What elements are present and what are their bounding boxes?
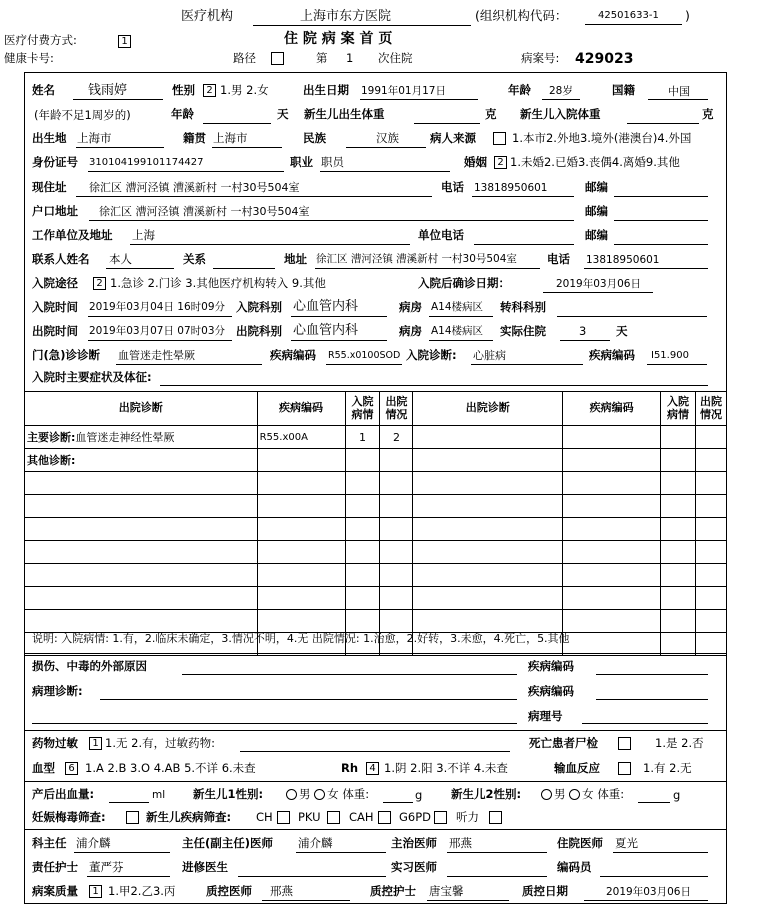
newborn-admit-weight-label: 新生儿入院体重: [520, 107, 601, 121]
transfusion-checkbox[interactable]: [618, 762, 631, 775]
contact-phone: 13818950601: [586, 254, 660, 266]
cell: [380, 518, 413, 541]
contact-address: 徐汇区 漕河泾镇 漕溪新村 一村30号504室: [316, 253, 517, 265]
er-code: R55.x0100SOD: [328, 350, 401, 361]
table-row: [25, 564, 727, 587]
cell: [563, 426, 661, 449]
cell: [345, 449, 380, 472]
nb1-label: 新生儿1性别:: [193, 787, 264, 801]
stay-days: 3: [579, 324, 587, 338]
diagnosis-table: [24, 391, 727, 656]
visit-prefix: 第: [316, 51, 328, 65]
allergy-options: 1.无 2.有，过敏药物:: [105, 736, 215, 750]
col-header: 出院诊断: [25, 392, 258, 426]
visit-suffix: 次住院: [378, 51, 413, 65]
cell: [695, 449, 726, 472]
cell: [661, 426, 696, 449]
discharge-dept: 心血管内科: [293, 323, 359, 338]
main-code: R55.x00A: [257, 426, 345, 449]
job-label: 职业: [290, 155, 313, 169]
bleed-label: 产后出血量:: [32, 787, 95, 801]
attending: 邢燕: [449, 836, 472, 850]
address-label: 现住址: [32, 180, 67, 194]
qc-nurse-label: 质控护士: [370, 884, 416, 898]
main-diag-label: 主要诊断:: [27, 431, 76, 444]
cell: [695, 518, 726, 541]
org-code-close: ): [685, 8, 690, 23]
er-code-label: 疾病编码: [270, 348, 316, 362]
director-label: 科主任: [32, 836, 67, 850]
cell: [345, 518, 380, 541]
current-address: 徐汇区 漕河泾镇 漕溪新村 一村30号504室: [89, 181, 300, 194]
ward-label-2: 病房: [399, 324, 422, 338]
transfusion-label: 输血反应: [554, 761, 600, 775]
cell: [563, 587, 661, 610]
chief-label: 主任(副主任)医师: [182, 836, 274, 850]
col-header: 入院病情: [345, 392, 380, 426]
admit-dept-label: 入院科别: [236, 300, 282, 314]
allergy-label: 药物过敏: [32, 736, 78, 750]
cell: [413, 610, 563, 633]
stay-unit: 天: [616, 324, 628, 338]
cell: [695, 495, 726, 518]
cell: [413, 541, 563, 564]
ward-label: 病房: [399, 300, 422, 314]
admit-code-label: 疾病编码: [589, 348, 635, 362]
day-unit: 天: [277, 107, 289, 121]
path-checkbox[interactable]: [271, 52, 284, 65]
hospital-name: 上海市东方医院: [300, 9, 392, 24]
quality-code[interactable]: 1: [89, 885, 102, 898]
id-label: 身份证号: [32, 155, 78, 169]
discharge-ward: A14楼病区: [431, 325, 484, 337]
cell: [661, 564, 696, 587]
weight-label: 体重:: [597, 787, 625, 801]
autopsy-label: 死亡患者尸检: [529, 736, 598, 750]
transfusion-options: 1.有 2.无: [643, 761, 692, 775]
source-options: 1.本市2.外地3.境外(港澳台)4.外国: [512, 131, 692, 145]
injury-label: 损伤、中毒的外部原因: [32, 659, 147, 673]
screen-cah-checkbox[interactable]: [378, 811, 391, 824]
record-no-label: 病案号:: [521, 51, 560, 65]
cell: [380, 541, 413, 564]
cell: [661, 495, 696, 518]
cell: [695, 610, 726, 633]
birthplace: 上海市: [77, 131, 112, 145]
cell: [380, 449, 413, 472]
cell: [695, 541, 726, 564]
admit-dept: 心血管内科: [293, 299, 359, 314]
org-code-label: (组织机构代码：: [475, 8, 568, 23]
contact-phone-label: 电话: [547, 252, 570, 266]
ethnicity: 汉族: [376, 131, 399, 145]
admit-ward: A14楼病区: [431, 301, 484, 313]
hukou-address: 徐汇区 漕河泾镇 漕溪新村 一村30号504室: [99, 205, 310, 218]
confirm-date: 2019年03月06日: [556, 278, 641, 290]
transfer-label: 转科科别: [500, 300, 546, 314]
path-code-label: 疾病编码: [528, 684, 574, 698]
nb1-sex-radios: [286, 789, 369, 801]
native-place: 上海市: [213, 131, 248, 145]
cell: [257, 472, 345, 495]
cell: [345, 587, 380, 610]
cell: [413, 564, 563, 587]
route-code[interactable]: 2: [93, 277, 106, 290]
cell: [661, 541, 696, 564]
main-diagnosis: 血管迷走神经性晕厥: [75, 431, 175, 444]
occupation: 职员: [321, 155, 344, 169]
patient-name: 钱雨婷: [88, 83, 128, 98]
infant-age-label: 年龄: [171, 107, 194, 121]
cell: [257, 541, 345, 564]
dob-label: 出生日期: [303, 83, 349, 97]
radio-male-icon[interactable]: [541, 789, 552, 800]
sex-options: 1.男 2.女: [220, 83, 269, 97]
screen-cah: CAH: [349, 810, 374, 824]
phone: 13818950601: [474, 182, 548, 194]
zip-label-2: 邮编: [585, 204, 608, 218]
cell: [257, 449, 345, 472]
cell: [661, 610, 696, 633]
native-label: 籍贯: [183, 131, 206, 145]
nb2-sex-radios: [541, 789, 624, 801]
path-no-label: 病理号: [528, 709, 563, 723]
marriage-label: 婚姻: [464, 155, 487, 169]
nurse-label: 责任护士: [32, 860, 78, 874]
sex-code[interactable]: 2: [203, 84, 216, 97]
cell: [380, 564, 413, 587]
screen-hearing: 听力: [456, 810, 479, 824]
admit-code: I51.900: [651, 350, 689, 361]
screen-pku-checkbox[interactable]: [327, 811, 340, 824]
work-address: 上海: [132, 228, 155, 242]
cell: [25, 495, 258, 518]
cell: [345, 564, 380, 587]
cell: [661, 449, 696, 472]
table-row: [25, 472, 727, 495]
radio-female-icon[interactable]: [314, 789, 325, 800]
cell: [380, 587, 413, 610]
blood-options: 1.A 2.B 3.O 4.AB 5.不详 6.未查: [85, 761, 256, 775]
path-diag-label: 病理诊断:: [32, 684, 83, 698]
cell: [563, 564, 661, 587]
table-header-row: [25, 392, 727, 426]
admit-time: 2019年03月04日 16时09分: [89, 301, 226, 313]
other-diag-label: 其他诊断:: [27, 454, 76, 467]
qc-nurse: 唐宝馨: [429, 884, 464, 898]
infant-note: (年龄不足1周岁的): [34, 108, 131, 122]
autopsy-checkbox[interactable]: [618, 737, 631, 750]
col-header: 入院病情: [661, 392, 696, 426]
coder-label: 编码员: [557, 860, 592, 874]
cell: [345, 495, 380, 518]
screen-g6pd-checkbox[interactable]: [434, 811, 447, 824]
cell: [25, 472, 258, 495]
cell: [413, 472, 563, 495]
male-label: 男: [554, 787, 566, 801]
intern-label: 实习医师: [391, 860, 437, 874]
cell: [25, 518, 258, 541]
confirm-label: 入院后确诊日期：: [418, 276, 510, 290]
col-header: 出院情况: [380, 392, 413, 426]
screen-pku: PKU: [298, 810, 321, 824]
screen-ch: CH: [256, 810, 273, 824]
newborn-weight-label: 新生儿出生体重: [304, 107, 385, 121]
autopsy-options: 1.是 2.否: [655, 736, 704, 750]
dob: 1991年01月17日: [361, 85, 446, 97]
work-phone-label: 单位电话: [418, 228, 464, 242]
attending-label: 主治医师: [391, 836, 437, 850]
cell: [413, 426, 563, 449]
rh-code[interactable]: 4: [366, 762, 379, 775]
cell: [345, 472, 380, 495]
chief: 浦介麟: [298, 836, 333, 850]
female-label: 女: [582, 787, 594, 801]
col-header: 疾病编码: [563, 392, 661, 426]
table-row: [25, 541, 727, 564]
marriage-options: 1.未婚2.已婚3.丧偶4.离婚9.其他: [510, 155, 680, 169]
name-label: 姓名: [32, 83, 55, 97]
contact-label: 联系人姓名: [32, 252, 90, 266]
radio-female-icon[interactable]: [569, 789, 580, 800]
screen-ch-checkbox[interactable]: [277, 811, 290, 824]
quality-options: 1.甲2.乙3.丙: [108, 884, 176, 898]
director: 浦介麟: [76, 836, 111, 850]
age-label: 年龄: [508, 83, 531, 97]
col-header: 出院诊断: [413, 392, 563, 426]
qc-date: 2019年03月06日: [606, 886, 691, 898]
weight-label: 体重:: [342, 787, 370, 801]
screen-g6pd: G6PD: [399, 810, 432, 824]
ethnic-label: 民族: [303, 131, 326, 145]
gram-unit-2: 克: [702, 107, 714, 121]
health-card-label: 健康卡号:: [4, 51, 54, 65]
cell: [413, 518, 563, 541]
pay-code[interactable]: 1: [118, 35, 131, 48]
g-unit-2: g: [673, 788, 681, 802]
cell: [345, 541, 380, 564]
qc-date-label: 质控日期: [522, 884, 568, 898]
ml-unit: ml: [152, 789, 166, 801]
nationality: 中国: [668, 85, 690, 98]
cell: [25, 541, 258, 564]
page-title: 住 院 病 案 首 页: [284, 31, 393, 47]
cell: [25, 587, 258, 610]
cell: [25, 610, 258, 633]
stay-label: 实际住院: [500, 324, 546, 338]
main-admit-cond: 1: [345, 426, 380, 449]
admit-time-label: 入院时间: [32, 300, 78, 314]
male-label: 男: [299, 787, 311, 801]
table-row: [25, 449, 727, 472]
age: 28岁: [549, 85, 573, 97]
work-label: 工作单位及地址: [32, 228, 113, 242]
cell: [257, 564, 345, 587]
cell: [695, 564, 726, 587]
main-diagnosis-cell: [25, 426, 258, 449]
cell: [257, 495, 345, 518]
zip-label: 邮编: [585, 180, 608, 194]
table-row: [25, 587, 727, 610]
cell: [563, 541, 661, 564]
main-outcome: 2: [380, 426, 413, 449]
resident: 夏光: [615, 836, 638, 850]
cell: [661, 472, 696, 495]
cell: [413, 587, 563, 610]
cell: [257, 610, 345, 633]
cell: [563, 518, 661, 541]
blood-label: 血型: [32, 761, 55, 775]
id-number: 310104199101174427: [89, 157, 204, 168]
nationality-label: 国籍: [612, 83, 635, 97]
cell: [345, 610, 380, 633]
discharge-time-label: 出院时间: [32, 324, 78, 338]
screen-hearing-checkbox[interactable]: [489, 811, 502, 824]
route-label: 入院途径: [32, 276, 78, 290]
cell: [563, 610, 661, 633]
cell: [563, 495, 661, 518]
cell: [563, 449, 661, 472]
admit-diag-label: 入院诊断:: [406, 348, 457, 362]
cell: [413, 449, 563, 472]
route-options: 1.急诊 2.门诊 3.其他医疗机构转入 9.其他: [110, 276, 326, 290]
cell: [695, 587, 726, 610]
cell: [661, 587, 696, 610]
gram-unit: 克: [485, 107, 497, 121]
injury-code-label: 疾病编码: [528, 659, 574, 673]
contact-addr-label: 地址: [284, 252, 307, 266]
record-no: 429023: [575, 51, 634, 67]
source-label: 病人来源: [430, 131, 476, 145]
table-row: [25, 426, 727, 449]
syphilis-checkbox[interactable]: [126, 811, 139, 824]
cell: [695, 472, 726, 495]
zip-label-3: 邮编: [585, 228, 608, 242]
visit-num: 1: [346, 51, 354, 65]
er-diag-label: 门(急)诊诊断: [32, 348, 101, 362]
cell: [563, 472, 661, 495]
table-row: [25, 610, 727, 633]
admit-diagnosis: 心脏病: [473, 349, 506, 362]
qc-doctor: 邢燕: [270, 884, 293, 898]
symptom-label: 入院时主要症状及体征:: [32, 370, 152, 384]
cell: [257, 587, 345, 610]
source-code[interactable]: [493, 132, 506, 145]
er-diagnosis: 血管迷走性晕厥: [118, 349, 195, 362]
trainee-label: 进修医生: [182, 860, 228, 874]
cell: [380, 610, 413, 633]
other-diag-cell: [25, 449, 258, 472]
g-unit: g: [415, 788, 423, 802]
female-label: 女: [327, 787, 339, 801]
org-code: 42501633-1: [598, 10, 659, 21]
table-row: [25, 495, 727, 518]
discharge-dept-label: 出院科别: [236, 324, 282, 338]
legend-text: 说明: 入院病情: 1.有，2.临床未确定，3.情况不明，4.无 出院情况: 1.治愈，2.好转，3.未愈，4.死亡，5.其他: [32, 632, 570, 645]
radio-male-icon[interactable]: [286, 789, 297, 800]
cell: [380, 472, 413, 495]
qc-doctor-label: 质控医师: [206, 884, 252, 898]
path-label: 路径: [233, 51, 256, 65]
org-label: 医疗机构: [181, 9, 234, 24]
nb2-label: 新生儿2性别:: [451, 787, 522, 801]
resident-label: 住院医师: [557, 836, 603, 850]
nurse: 董严芬: [89, 860, 124, 874]
cell: [695, 426, 726, 449]
phone-label: 电话: [441, 180, 464, 194]
table-row: [25, 518, 727, 541]
cell: [380, 495, 413, 518]
marital-code[interactable]: 2: [494, 156, 507, 169]
birthplace-label: 出生地: [32, 131, 67, 145]
contact-name: 本人: [109, 252, 132, 266]
cell: [661, 518, 696, 541]
rh-options: 1.阴 2.阳 3.不详 4.未查: [384, 761, 508, 775]
discharge-time: 2019年03月07日 07时03分: [89, 325, 226, 337]
cell: [257, 518, 345, 541]
cell: [413, 495, 563, 518]
hukou-label: 户口地址: [32, 204, 78, 218]
cell: [25, 564, 258, 587]
col-header: 出院情况: [695, 392, 726, 426]
sex-label: 性别: [172, 83, 195, 97]
quality-label: 病案质量: [32, 884, 78, 898]
blood-code[interactable]: 6: [65, 762, 78, 775]
rh-label: Rh: [341, 761, 359, 775]
col-header: 疾病编码: [257, 392, 345, 426]
pay-label: 医疗付费方式:: [4, 33, 77, 47]
allergy-code[interactable]: 1: [89, 737, 102, 750]
syphilis-label: 妊娠梅毒筛查:: [32, 810, 106, 824]
nb-screen-label: 新生儿疾病筛查:: [146, 810, 232, 824]
relation-label: 关系: [183, 252, 206, 266]
